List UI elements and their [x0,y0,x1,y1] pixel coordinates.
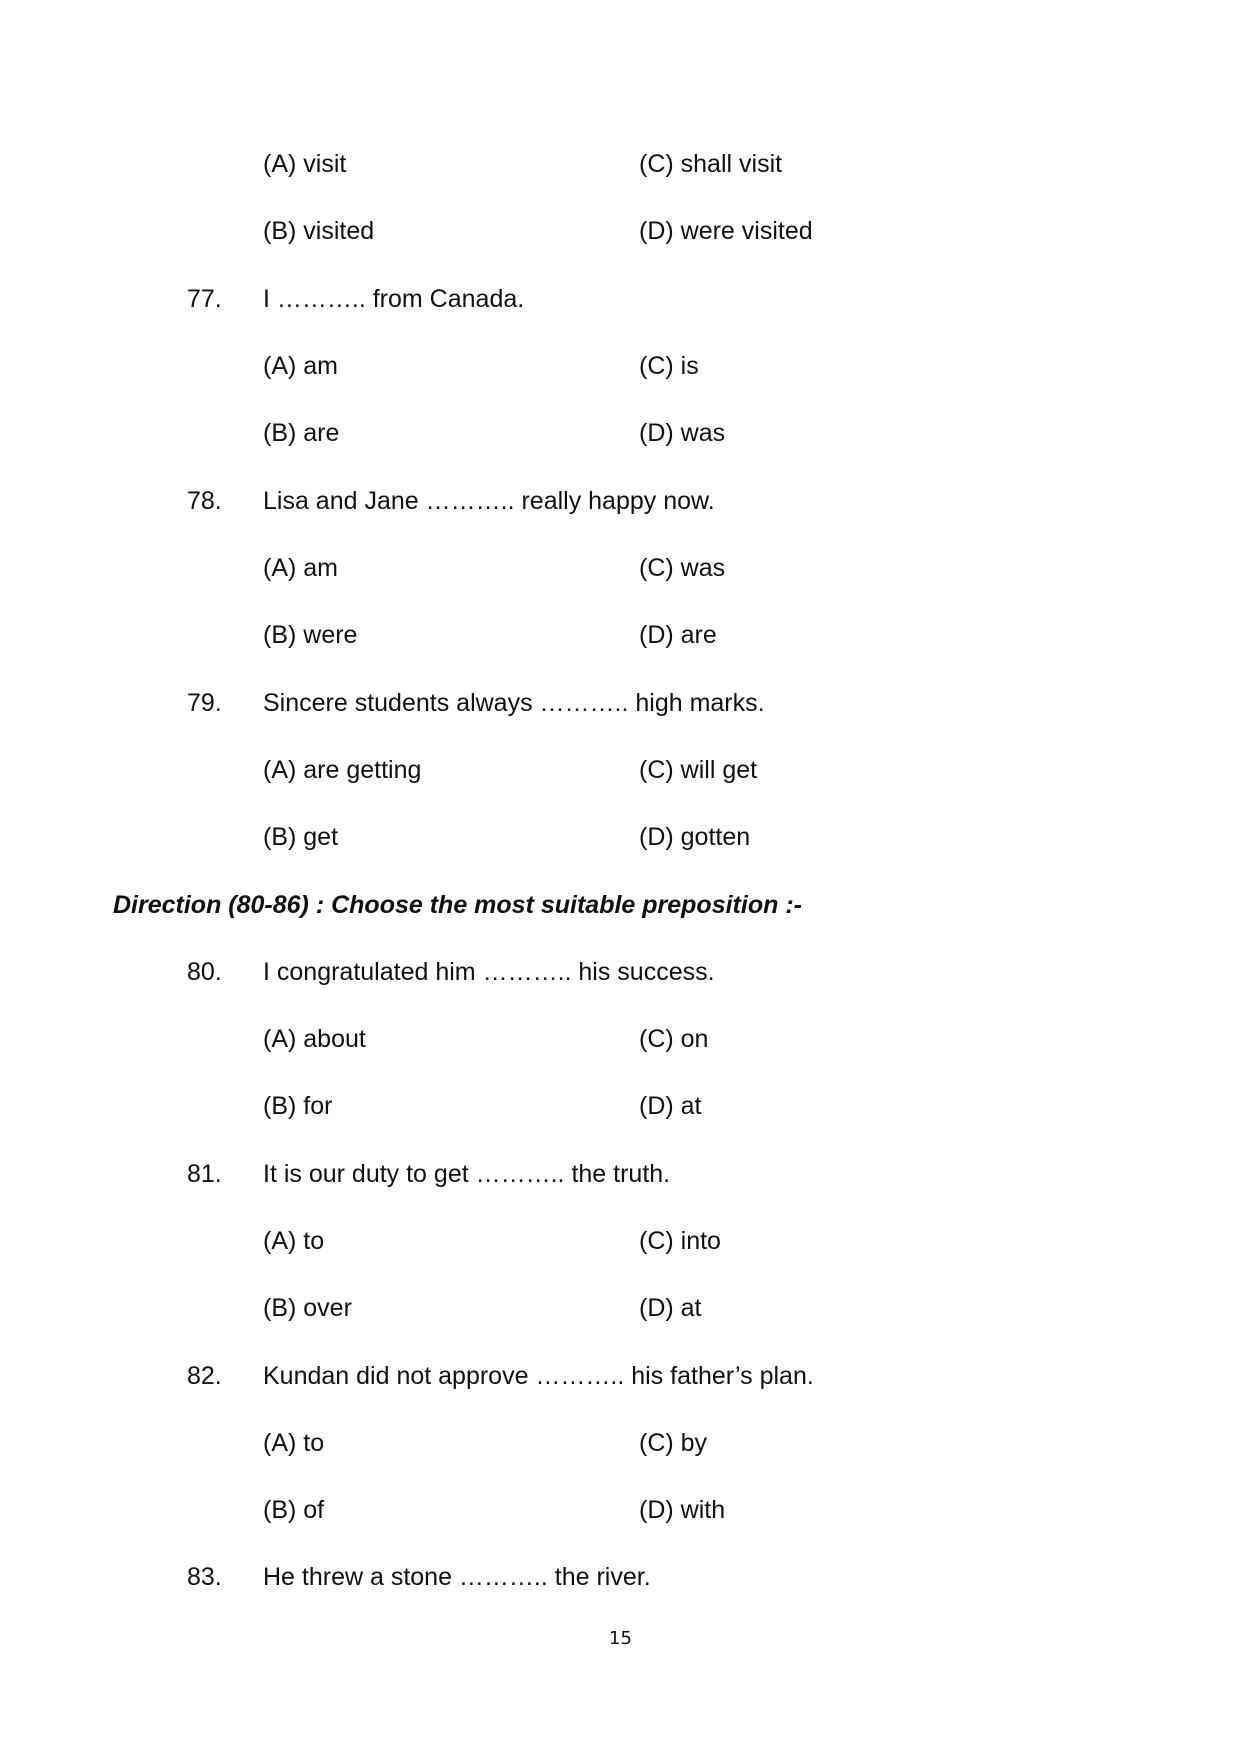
question-number: 78. [187,487,222,515]
question-number: 82. [187,1362,222,1390]
option-a: (A) are getting [263,756,422,784]
option-c: (C) into [639,1227,721,1255]
option-b: (B) for [263,1092,333,1120]
option-d: (D) gotten [639,823,751,851]
question-number: 83. [187,1563,222,1591]
option-a: (A) am [263,554,338,582]
section-direction: Direction (80-86) : Choose the most suitable preposition :- [113,891,802,919]
option-d: (D) are [639,621,717,649]
option-c: (C) will get [639,756,758,784]
question-number: 80. [187,958,222,986]
option-b: (B) of [263,1496,325,1524]
option-c: (C) on [639,1025,709,1053]
question-text: Sincere students always ……….. high marks. [263,689,765,717]
question-number: 77. [187,285,222,313]
option-a: (A) about [263,1025,366,1053]
option-d: (D) were visited [639,217,813,245]
question-text: I ……….. from Canada. [263,285,525,313]
option-b: (B) over [263,1294,352,1322]
option-d: (D) was [639,419,726,447]
option-a: (A) visit [263,150,347,178]
option-b: (B) are [263,419,340,447]
question-number: 81. [187,1160,222,1188]
question-text: It is our duty to get ……….. the truth. [263,1160,671,1188]
option-c: (C) by [639,1429,708,1457]
question-text: Kundan did not approve ……….. his father’s plan. [263,1362,814,1390]
option-a: (A) to [263,1429,325,1457]
question-text: I congratulated him ……….. his success. [263,958,715,986]
option-b: (B) were [263,621,358,649]
option-b: (B) get [263,823,339,851]
option-c: (C) shall visit [639,150,783,178]
page-number: 15 [609,1628,632,1649]
option-a: (A) to [263,1227,325,1255]
question-text: He threw a stone ……….. the river. [263,1563,651,1591]
option-d: (D) with [639,1496,726,1524]
option-a: (A) am [263,352,338,380]
option-d: (D) at [639,1092,702,1120]
option-c: (C) was [639,554,726,582]
option-d: (D) at [639,1294,702,1322]
option-c: (C) is [639,352,699,380]
question-number: 79. [187,689,222,717]
option-b: (B) visited [263,217,375,245]
question-text: Lisa and Jane ……….. really happy now. [263,487,715,515]
